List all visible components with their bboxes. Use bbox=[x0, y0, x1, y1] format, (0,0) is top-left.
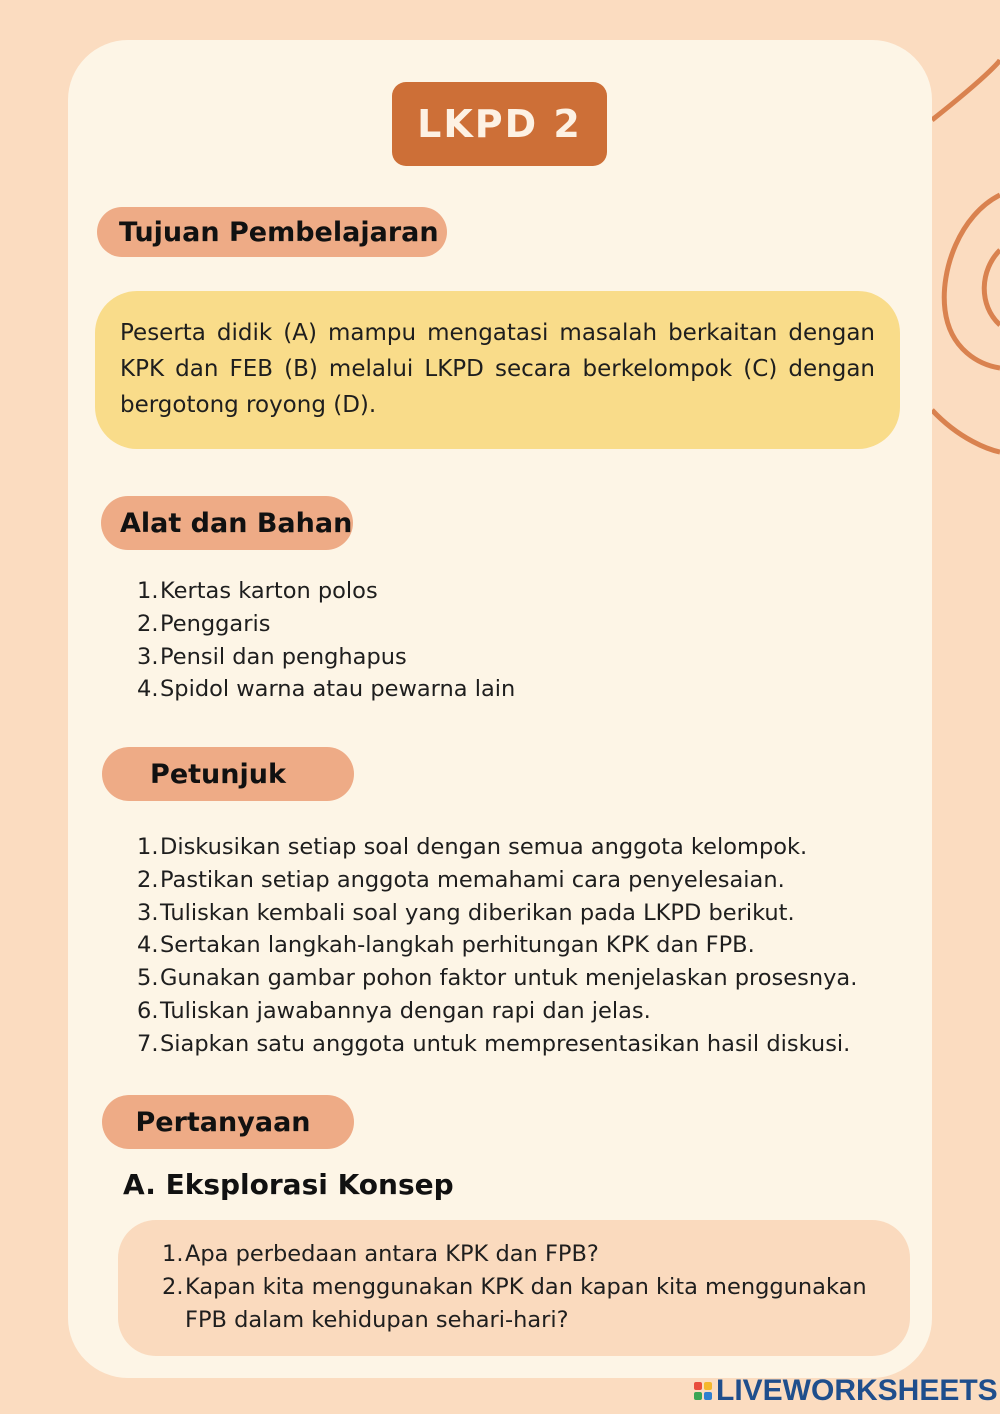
list-number: 3. bbox=[137, 643, 159, 670]
list-item bbox=[137, 1028, 897, 1061]
section-heading-tujuan: Tujuan Pembelajaran bbox=[97, 207, 447, 257]
list-number: 4. bbox=[137, 676, 159, 703]
list-text: Tuliskan kembali soal yang diberikan pada LKPD berikut. bbox=[160, 899, 795, 926]
learning-goal-text: Peserta didik (A) mampu mengatasi masalah berkaitan dengan KPK dan FEB (B) melalui LKPD secara berkelompok (C) dengan bergotong royong (D). bbox=[95, 291, 900, 449]
list-number: 2. bbox=[137, 610, 159, 637]
list-number: 4. bbox=[137, 932, 159, 959]
list-text: Siapkan satu anggota untuk mempresentasikan hasil diskusi. bbox=[160, 1030, 851, 1057]
list-item bbox=[137, 897, 897, 930]
list-text: Gunakan gambar pohon faktor untuk menjelaskan prosesnya. bbox=[160, 965, 858, 992]
list-item bbox=[137, 575, 837, 608]
list-item bbox=[137, 962, 897, 995]
list-number: 5. bbox=[137, 965, 159, 992]
list-item bbox=[137, 864, 897, 897]
list-item bbox=[137, 995, 897, 1028]
list-item bbox=[137, 608, 837, 641]
list-text: Tuliskan jawabannya dengan rapi dan jelas. bbox=[160, 997, 651, 1024]
list-item bbox=[137, 929, 897, 962]
brand-name: LIVEWORKSHEETS bbox=[716, 1374, 998, 1407]
list-number: 7. bbox=[137, 1030, 159, 1057]
list-number: 1. bbox=[162, 1241, 184, 1267]
list-text: Pensil dan penghapus bbox=[160, 643, 407, 670]
list-number: 1. bbox=[137, 834, 159, 860]
list-text: Penggaris bbox=[160, 610, 271, 637]
materials-list bbox=[137, 575, 837, 706]
section-heading-alat: Alat dan Bahan bbox=[101, 496, 353, 550]
list-number: 2. bbox=[137, 866, 159, 893]
list-text: Kapan kita menggunakan KPK dan kapan kita menggunakan FPB dalam kehidupan sehari-hari? bbox=[185, 1273, 867, 1333]
subheading-eksplorasi-konsep: A. Eksplorasi Konsep bbox=[123, 1168, 454, 1201]
list-item bbox=[137, 641, 837, 674]
list-number: 1. bbox=[137, 578, 159, 604]
list-number: 3. bbox=[137, 899, 159, 926]
section-heading-petunjuk: Petunjuk bbox=[102, 747, 354, 801]
instructions-list bbox=[137, 831, 897, 1061]
questions-list bbox=[162, 1238, 902, 1336]
list-number: 2. bbox=[162, 1273, 184, 1300]
list-text: Diskusikan setiap soal dengan semua anggota kelompok. bbox=[160, 834, 808, 860]
page-title: LKPD 2 bbox=[392, 82, 607, 166]
list-item bbox=[162, 1271, 902, 1337]
liveworksheets-logo-icon bbox=[694, 1382, 712, 1400]
list-text: Apa perbedaan antara KPK dan FPB? bbox=[185, 1241, 599, 1267]
list-text: Spidol warna atau pewarna lain bbox=[160, 676, 516, 703]
list-item bbox=[137, 831, 897, 864]
list-text: Sertakan langkah-langkah perhitungan KPK dan FPB. bbox=[160, 932, 755, 959]
list-item bbox=[137, 673, 837, 706]
list-number: 6. bbox=[137, 997, 159, 1024]
list-item bbox=[162, 1238, 902, 1271]
liveworksheets-brand[interactable] bbox=[694, 1374, 998, 1408]
section-heading-pertanyaan: Pertanyaan bbox=[102, 1095, 354, 1149]
list-text: Pastikan setiap anggota memahami cara penyelesaian. bbox=[160, 866, 785, 893]
list-text: Kertas karton polos bbox=[160, 578, 378, 604]
